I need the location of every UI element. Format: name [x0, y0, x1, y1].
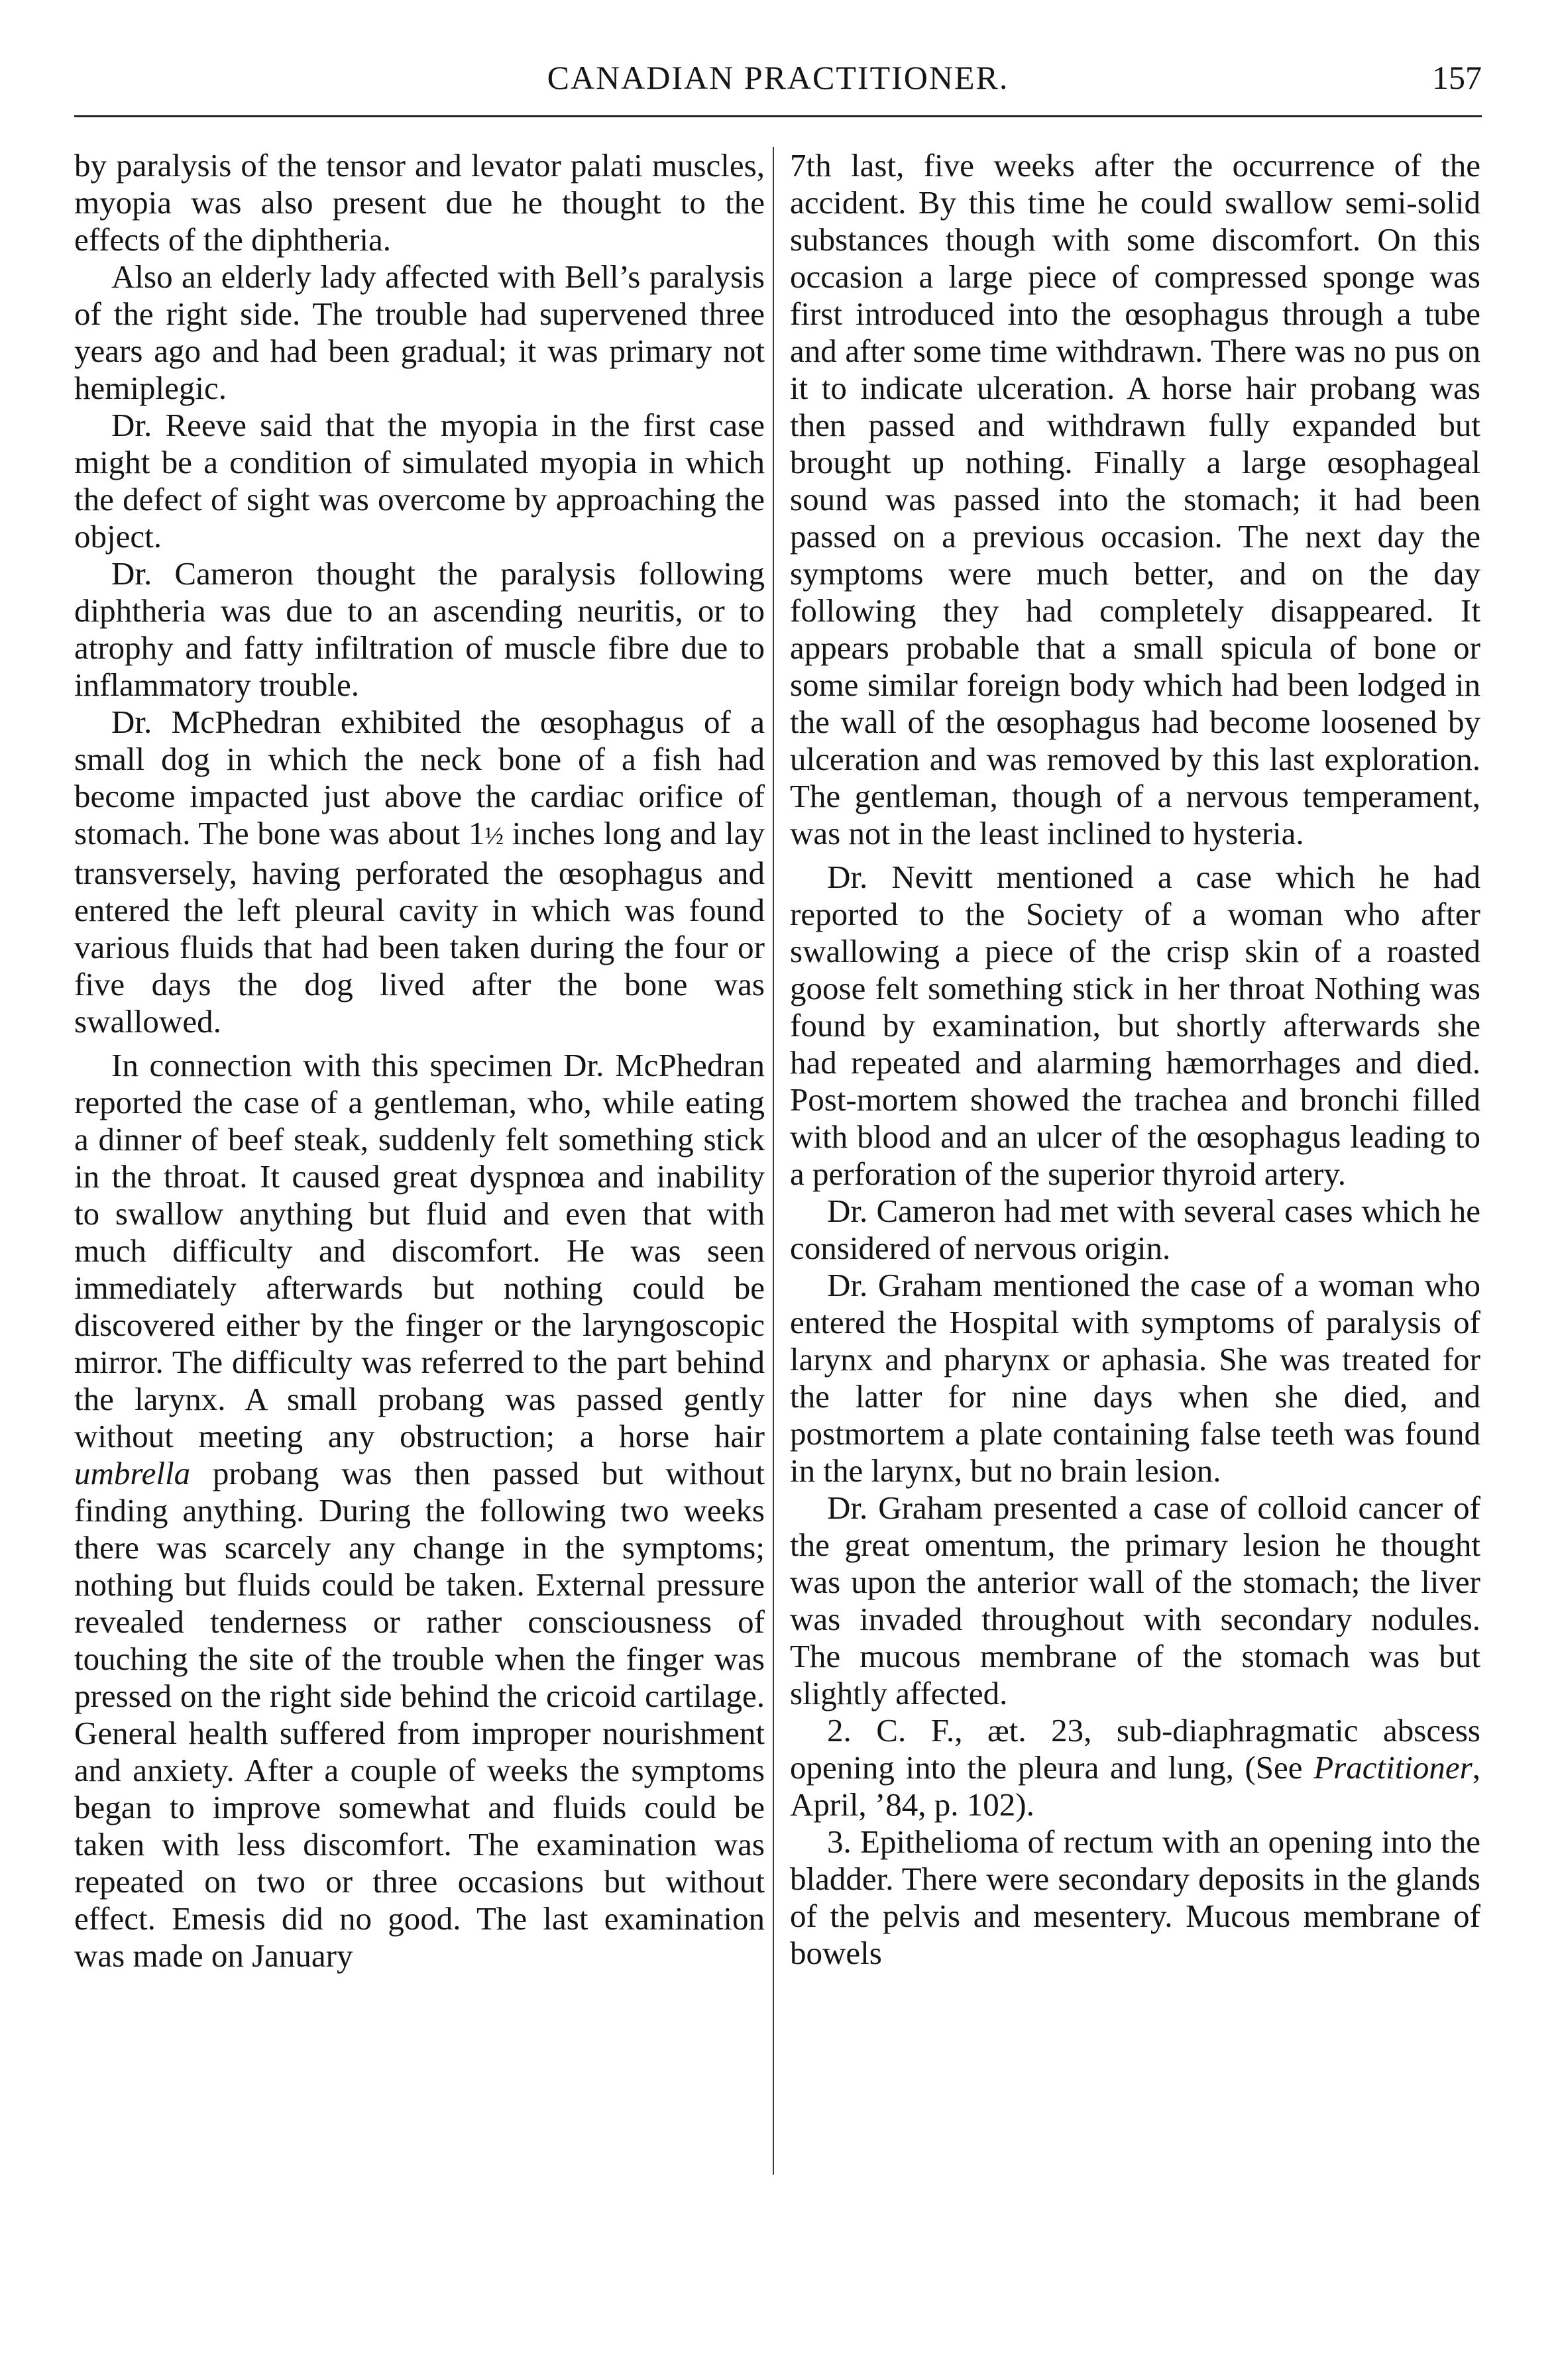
header-rule: [74, 115, 1482, 117]
paragraph: 3. Epithelioma of rectum with an opening into the bladder. There were secondary deposits in the glands of the pelvis and mesentery. Mucous membrane of bowels: [790, 1823, 1480, 1971]
column-divider: [773, 147, 774, 2175]
paragraph: Dr. Graham mentioned the case of a woman who entered the Hospital with symptoms of paralysis of larynx and pharynx or aphasia. She was treated for the latter for nine days when she died, and postmortem a plate containing false teeth was found in the larynx, but no brain lesion.: [790, 1267, 1480, 1489]
paragraph: Dr. Nevitt mentioned a case which he had reported to the Society of a woman who after swallowing a piece of the crisp skin of a roasted goose felt something stick in her throat Nothing was found by examination, but shortly afterwards she had repeated and alarming hæmorrhages and died. Post-mortem showed the trachea and bronchi filled with blood and an ulcer of the œsophagus leading to a perforation of the superior thyroid artery.: [790, 859, 1480, 1192]
paragraph: Dr. Graham presented a case of colloid cancer of the great omentum, the primary lesion he thought was upon the anterior wall of the stomach; the liver was invaded throughout with secondary nodules. The mucous membrane of the stomach was but slightly affected.: [790, 1489, 1480, 1711]
paragraph: Also an elderly lady affected with Bell’s paralysis of the right side. The trouble had supervened three years ago and had been gradual; it was primary not hemiplegic.: [74, 258, 765, 406]
paragraph-text: , April, ’84, p. 102).: [790, 1749, 1480, 1823]
paragraph: 7th last, five weeks after the occurrence of the accident. By this time he could swallow semi-solid substances though with some discomfort. On this occasion a large piece of compressed sponge was first introduced into the œsophagus through a tube and after some time withdrawn. There was no pus on it to indicate ulceration. A horse hair probang was then passed and withdrawn fully expanded but brought up nothing. Finally a large œsophageal sound was passed into the stomach; it had been passed on a previous occasion. The next day the symptoms were much better, and on the day following they had completely disappeared. It appears probable that a small spicula of bone or some similar foreign body which had been lodged in the wall of the œsophagus had become loosened by ulceration and was removed by this last exploration. The gentleman, though of a nervous temperament, was not in the least inclined to hysteria.: [790, 147, 1480, 851]
journal-title: CANADIAN PRACTITIONER.: [547, 59, 1009, 96]
italic-term: Practitioner: [1313, 1749, 1473, 1786]
running-head: [74, 58, 1482, 101]
fraction-half: ½: [484, 822, 504, 850]
paragraph-text: probang was then passed but without finding anything. During the following two weeks there was scarcely any change in the symptoms; nothing but fluids could be taken. External pressure revealed tenderness or rather consciousness of touching the site of the trouble when the finger was pressed on the right side behind the cricoid cartilage. General health suffered from improper nourishment and anxiety. After a couple of weeks the symptoms began to improve somewhat and fluids could be taken with less discomfort. The examination was repeated on two or three occasions but without effect. Emesis did no good. The last examination was made on January: [74, 1455, 765, 1974]
paragraph: [74, 704, 765, 1040]
paragraph: [74, 1047, 765, 1974]
paragraph-text: inches long and lay transversely, having perforated the œsophagus and entered the left pleural cavity in which was found various fluids that had been taken during the four or five days the dog lived after the bone was swallowed.: [74, 815, 765, 1040]
italic-term: umbrella: [74, 1455, 191, 1491]
paragraph: Dr. Cameron thought the paralysis following diphtheria was due to an ascending neuritis, or to atrophy and fatty infiltration of muscle fibre due to inflammatory trouble.: [74, 555, 765, 703]
paragraph-text: Dr. McPhedran exhibited the œsophagus of a small dog in which the neck bone of a fish had become impacted just above the cardiac orifice of stomach. The bone was about 1: [74, 704, 765, 851]
paragraph: Dr. Cameron had met with several cases which he considered of nervous origin.: [790, 1193, 1480, 1266]
paragraph: Dr. Reeve said that the myopia in the first case might be a condition of simulated myopia in which the defect of sight was overcome by approaching the object.: [74, 407, 765, 555]
paragraph: [790, 1712, 1480, 1823]
paragraph-text: 2. C. F., æt. 23, sub-diaphragmatic abscess opening into the pleura and lung, (See: [790, 1712, 1480, 1786]
page-number: 157: [1432, 59, 1482, 96]
paragraph-text: In connection with this specimen Dr. McPhedran reported the case of a gentleman, who, while eating a dinner of beef steak, suddenly felt something stick in the throat. It caused great dyspnœa and inability to swallow anything but fluid and even that with much difficulty and discomfort. He was seen immediately afterwards but nothing could be discovered either by the finger or the laryngoscopic mirror. The difficulty was referred to the part behind the larynx. A small probang was passed gently without meeting any obstruction; a horse hair: [74, 1047, 765, 1454]
right-column: [790, 147, 1480, 1972]
left-column: [74, 147, 765, 1974]
paragraph: by paralysis of the tensor and levator palati muscles, myopia was also present due he thought to the effects of the diphtheria.: [74, 147, 765, 258]
